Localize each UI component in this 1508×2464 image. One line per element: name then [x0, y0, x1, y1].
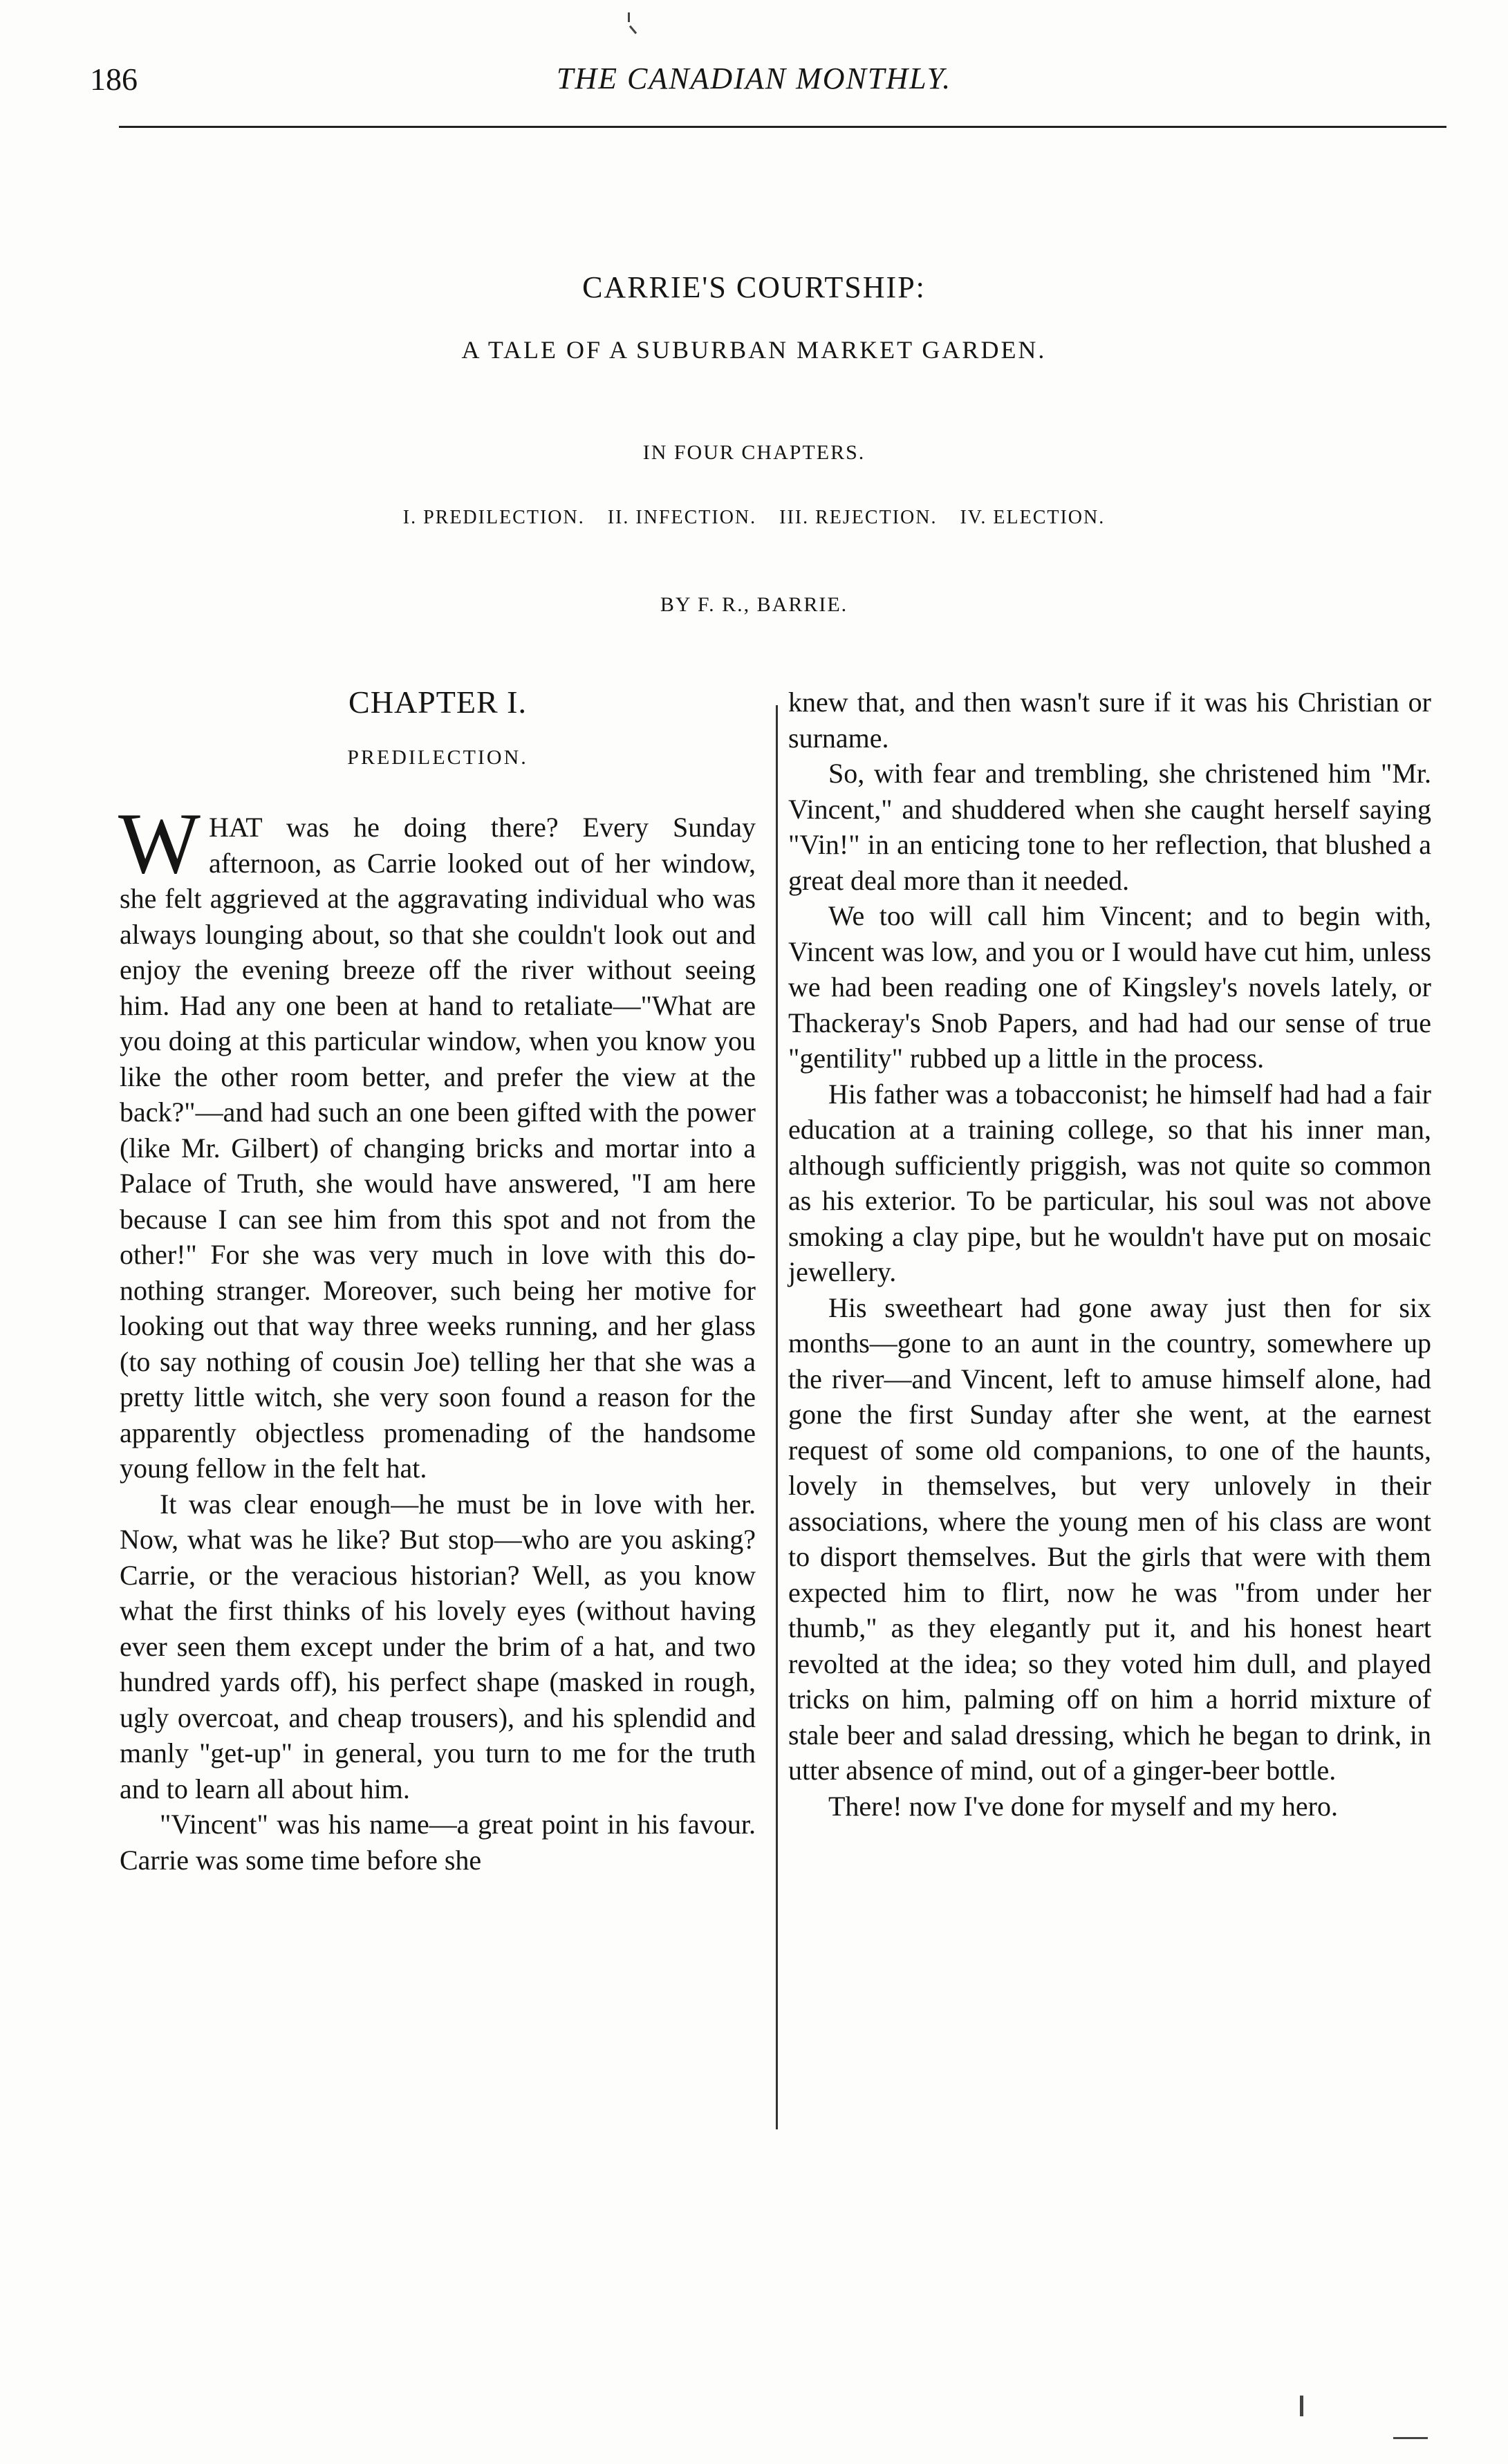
- drop-cap: W: [118, 796, 201, 892]
- chapter-list-item: III. REJECTION.: [779, 507, 938, 528]
- paragraph: There! now I've done for myself and my hero.: [828, 1790, 1338, 1822]
- scan-speck: [1393, 2437, 1428, 2439]
- right-column: [788, 684, 1431, 1824]
- header-rule: [119, 126, 1446, 128]
- paragraph: It was clear enough—he must be in love with her. Now, what was he like? But stop—who are you asking? Carrie, or the veracious historian? Well, as you know what the first thinks of his lovely eyes (without having ever seen them except under the brim of a hat, and two hundred yards off), his perfect shape (masked in rough, ugly overcoat, and cheap trousers), and his splendid and manly "get-up" in general, you turn to me for the truth and to learn all about him.: [120, 1488, 756, 1804]
- parts-label: IN FOUR CHAPTERS.: [642, 441, 866, 464]
- chapter-list-item: IV. ELECTION.: [960, 507, 1106, 528]
- scan-speck: [628, 12, 630, 22]
- running-title: THE CANADIAN MONTHLY.: [556, 62, 952, 95]
- story-subtitle: A TALE OF A SUBURBAN MARKET GARDEN.: [461, 336, 1047, 364]
- chapter-list: [0, 507, 1508, 529]
- byline: BY F. R., BARRIE.: [660, 593, 848, 616]
- scan-speck: [629, 26, 637, 35]
- chapter-subheading: PREDILECTION.: [347, 745, 528, 769]
- paragraph: So, with fear and trembling, she christened him "Mr. Vincent," and shuddered when she caught herself saying "Vin!" in an enticing tone to her reflection, that blushed a great deal more than it needed.: [788, 758, 1431, 896]
- column-divider: [776, 705, 778, 2129]
- paragraph: We too will call him Vincent; and to begin with, Vincent was low, and you or I would have cut him, unless we had been reading one of Kingsley's novels lately, or Thackeray's Snob Papers, and had had our sense of true "gentility" rubbed up a little in the process.: [788, 900, 1431, 1074]
- paragraph: His father was a tobacconist; he himself had had a fair education at a training college, so that his inner man, although sufficiently priggish, was not quite so common as his exterior. To be particular, his soul was not above smoking a clay pipe, but he wouldn't have put on mosaic jewellery.: [788, 1078, 1431, 1287]
- left-column: [120, 684, 756, 1878]
- paragraph-text: HAT was he doing there? Every Sunday afternoon, as Carrie looked out of her window, she felt aggrieved at the aggravating individual who was always lounging about, so that she couldn't look out and enjoy the evening breeze off the river without seeing him. Had any one been at hand to retaliate—"What are you doing at this particular window, when you know you like the other room better, and prefer the view at the back?"—and had such an one been gifted with the power (like Mr. Gilbert) of changing bricks and mortar into a Palace of Truth, she would have answered, "I am here because I can see him from this spot and not from the other!" For she was very much in love with this do-nothing stranger. Moreover, such being her motive for looking out that way three weeks running, and her glass (to say nothing of cousin Joe) telling her that she was a pretty little witch, she very soon found a reason for the apparently objectless promenading of the handsome young fellow in the felt hat.: [120, 812, 756, 1484]
- chapter-list-item: II. INFECTION.: [607, 507, 757, 528]
- page-number: 186: [90, 62, 138, 97]
- chapter-heading: CHAPTER I.: [348, 684, 527, 720]
- paragraph: His sweetheart had gone away just then for six months—gone to an aunt in the country, somewhere up the river—and Vincent, left to amuse himself alone, had gone the first Sunday after she went, at the earnest request of some old companions, to one of the haunts, lovely in themselves, but very unlovely in their associations, where the young men of his class are wont to disport themselves. But the girls that were with them expected him to flirt, now he was "from under her thumb," as they elegantly put it, and his honest heart revolted at the idea; so they voted him dull, and played tricks on him, palming off on him a horrid mixture of stale beer and salad dressing, which he began to drink, in utter absence of mind, out of a ginger-beer bottle.: [788, 1291, 1431, 1786]
- scan-speck: [1300, 2396, 1303, 2416]
- paragraph: [118, 796, 756, 1486]
- chapter-list-item: I. PREDILECTION.: [402, 507, 585, 528]
- story-title: CARRIE'S COURTSHIP:: [582, 270, 926, 304]
- paragraph: knew that, and then wasn't sure if it was his Christian or surname.: [788, 687, 1431, 754]
- paragraph: "Vincent" was his name—a great point in his favour. Carrie was some time before she: [120, 1809, 756, 1876]
